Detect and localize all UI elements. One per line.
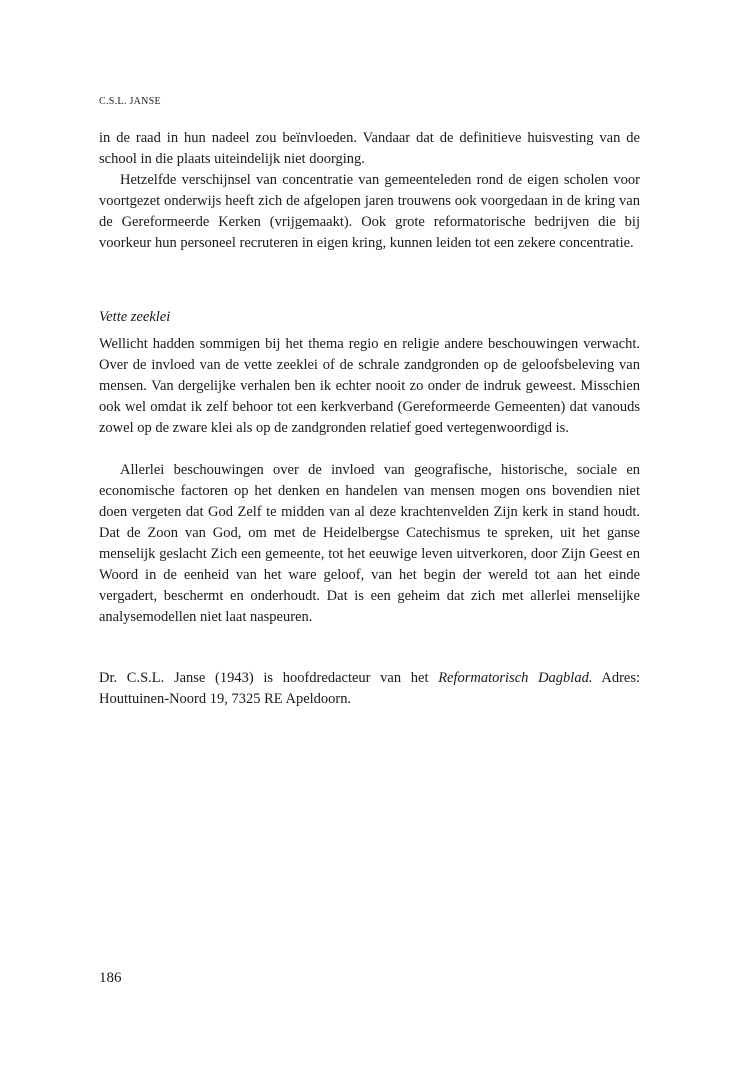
section-heading: Vette zeeklei (99, 309, 171, 325)
author-note (99, 668, 640, 710)
paragraph-zeeklei: Wellicht hadden sommigen bij het thema regio en religie andere beschouwingen verwacht. Over de invloed van de vette zeeklei of de schrale zandgronden op de geloofsbeleving van mensen. Van dergelijke verhalen ben ik echter nooit zo onder de indruk geweest. Misschien ook wel omdat ik zelf behoor tot een kerkverband (Gereformeerde Gemeenten) dat vanouds zowel op de zware klei als op de zandgronden relatief goed vertegenwoordigd is. (99, 336, 640, 436)
paragraph-concentration: Hetzelfde verschijnsel van concentratie van gemeenteleden rond de eigen scholen voor voortgezet onderwijs heeft zich de afgelopen jaren trouwens ook voorgedaan in de kring van de Gereformeerde Kerken (vrijgemaakt). Ook grote reformatorische bedrijven die bij voorkeur hun personeel recruteren in eigen kring, kunnen leiden tot een zekere concentratie. (99, 172, 640, 251)
paragraph-conclusion: Allerlei beschouwingen over de invloed van geografische, historische, sociale en economische factoren op het denken en handelen van mensen mogen ons bovendien niet doen vergeten dat God Zelf te midden van al deze krachtenvelden Zijn kerk in stand houdt. Dat de Zoon van God, om met de Heidelbergse Catechismus te spreken, uit het ganse menselijk geslacht Zich een gemeente, tot het eeuwige leven uitverkoren, door Zijn Geest en Woord in de eenheid van het ware geloof, van het begin der wereld tot aan het einde vergadert, beschermt en onderhoudt. Dat is een geheim dat zich met allerlei menselijke analysemodellen niet laat naspeuren. (99, 462, 640, 625)
author-note-lead: Dr. C.S.L. Janse (1943) is hoofdredacteur van het (99, 670, 439, 686)
publication-title: Reformatorisch Dagblad. (438, 670, 593, 686)
page-number: 186 (99, 970, 122, 986)
author-address: Adres: Houttuinen-Noord 19, 7325 RE Apeldoorn. (99, 670, 641, 707)
running-header: C.S.L. JANSE (99, 96, 161, 107)
paragraph-continuation: in de raad in hun nadeel zou beïnvloeden. Vandaar dat de definitieve huisvesting van de school in die plaats uiteindelijk niet doorging. (99, 130, 640, 167)
